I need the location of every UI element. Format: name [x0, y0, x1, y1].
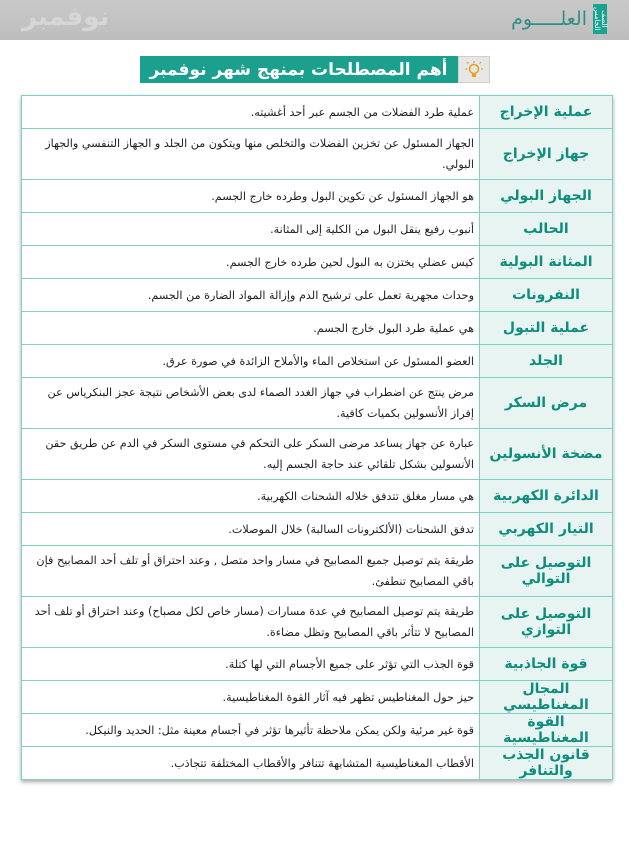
- glossary-definition: هي مسار مغلق تتدفق خلاله الشحنات الكهربية.: [22, 480, 480, 513]
- glossary-term: الدائرة الكهربية: [480, 480, 613, 513]
- heading-title: أهم المصطلحات بمنهج شهر نوفمبر: [140, 56, 458, 83]
- glossary-row: [22, 714, 613, 747]
- glossary-term: النفرونات: [480, 279, 613, 312]
- glossary-row: [22, 747, 613, 780]
- lightbulb-icon: [458, 56, 490, 83]
- glossary-definition: هو الجهاز المسئول عن تكوين البول وطرده خارج الجسم.: [22, 180, 480, 213]
- glossary-row: [22, 429, 613, 480]
- glossary-row: [22, 480, 613, 513]
- glossary-definition: طريقة يتم توصيل جميع المصابيح في مسار واحد متصل , وعند احتراق أو تلف أحد المصابيح فإن باقي المصابيح تنطفئ.: [22, 546, 480, 597]
- subject-header: [511, 4, 607, 34]
- glossary-definition: وحدات مجهرية تعمل على ترشيح الدم وإزالة المواد الضارة من الجسم.: [22, 279, 480, 312]
- glossary-row: [22, 213, 613, 246]
- subject-title: العلـــــوم: [511, 8, 587, 30]
- glossary-term: القوة المغناطيسية: [480, 714, 613, 747]
- glossary-definition: عملية طرد الفضلات من الجسم عبر أحد أغشيته.: [22, 96, 480, 129]
- glossary-term: التوصيل على التوازي: [480, 597, 613, 648]
- glossary-term: قانون الجذب والتنافر: [480, 747, 613, 780]
- glossary-definition: قوة غير مرئية ولكن يمكن ملاحظة تأثيرها تؤثر في أجسام معينة مثل: الحديد والنيكل.: [22, 714, 480, 747]
- glossary-row: [22, 681, 613, 714]
- glossary-definition: تدفق الشحنات (الألكترونات السالبة) خلال الموصلات.: [22, 513, 480, 546]
- glossary-definition: الجهاز المسئول عن تخزين الفضلات والتخلص منها ويتكون من الجلد و الجهاز التنفسي والجهاز البولي.: [22, 129, 480, 180]
- glossary-definition: أنبوب رفيع ينقل البول من الكلية إلى المثانة.: [22, 213, 480, 246]
- glossary-term: المثانة البولية: [480, 246, 613, 279]
- glossary-term: جهاز الإخراج: [480, 129, 613, 180]
- glossary-term: الجهاز البولي: [480, 180, 613, 213]
- glossary-term: المجال المغناطيسي: [480, 681, 613, 714]
- glossary-row: [22, 648, 613, 681]
- glossary-row: [22, 513, 613, 546]
- glossary-row: [22, 546, 613, 597]
- glossary-term: التوصيل على التوالي: [480, 546, 613, 597]
- glossary-term: مرض السكر: [480, 378, 613, 429]
- section-heading: [0, 56, 629, 83]
- glossary-definition: الأقطاب المغناطيسية المتشابهة تتنافر والأقطاب المختلفة تتجاذب.: [22, 747, 480, 780]
- glossary-term: التيار الكهربي: [480, 513, 613, 546]
- glossary-definition: هي عملية طرد البول خارج الجسم.: [22, 312, 480, 345]
- glossary-row: [22, 345, 613, 378]
- glossary-row: [22, 312, 613, 345]
- glossary-term: الحالب: [480, 213, 613, 246]
- glossary-definition: عبارة عن جهاز يساعد مرضى السكر على التحكم في مستوى السكر في الدم عن طريق حقن الأنسولين بشكل تلقائي عند حاجة الجسم إليه.: [22, 429, 480, 480]
- glossary-term: مضخة الأنسولين: [480, 429, 613, 480]
- glossary-row: [22, 378, 613, 429]
- glossary-term: قوة الجاذبية: [480, 648, 613, 681]
- glossary-row: [22, 129, 613, 180]
- glossary-term: عملية التبول: [480, 312, 613, 345]
- glossary-definition: قوة الجذب التي تؤثر على جميع الأجسام التي لها كتلة.: [22, 648, 480, 681]
- glossary-table: [21, 95, 613, 780]
- glossary-row: [22, 246, 613, 279]
- brand-logo: نوفمبر: [22, 2, 110, 32]
- grade-tab: الصف الخامس: [593, 4, 607, 34]
- glossary-definition: مرض ينتج عن اضطراب في جهاز الغدد الصماء لدى بعض الأشخاص نتيجة عجز البنكرياس عن إفراز الأنسولين بكميات كافية.: [22, 378, 480, 429]
- glossary-definition: حيز حول المغناطيس تظهر فيه آثار القوة المغناطيسية.: [22, 681, 480, 714]
- glossary-term: الجلد: [480, 345, 613, 378]
- glossary-row: [22, 279, 613, 312]
- glossary-definition: كيس عضلي يختزن به البول لحين طرده خارج الجسم.: [22, 246, 480, 279]
- glossary-row: [22, 180, 613, 213]
- glossary-row: [22, 96, 613, 129]
- glossary-definition: العضو المسئول عن استخلاص الماء والأملاح الزائدة في صورة عرق.: [22, 345, 480, 378]
- glossary-term: عملية الإخراج: [480, 96, 613, 129]
- top-banner: [0, 0, 629, 40]
- glossary-row: [22, 597, 613, 648]
- glossary-definition: طريقة يتم توصيل المصابيح في عدة مسارات (مسار خاص لكل مصباح) وعند احتراق أو تلف أحد المصابيح لا تتأثر باقي المصابيح وتظل مضاءة.: [22, 597, 480, 648]
